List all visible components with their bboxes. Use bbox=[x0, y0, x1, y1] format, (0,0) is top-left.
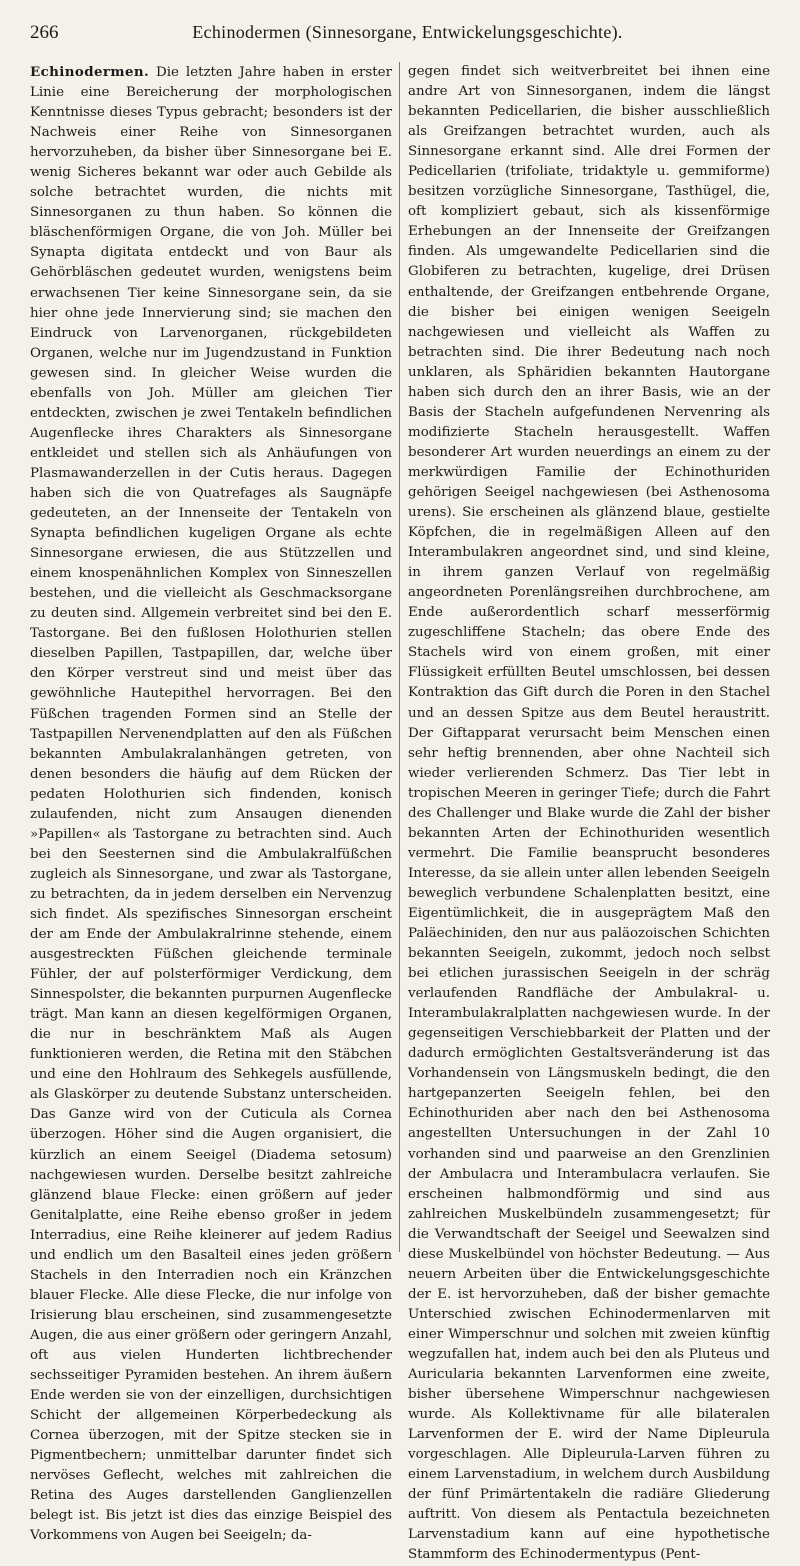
column-divider bbox=[399, 62, 400, 1252]
running-title: Echinodermen (Sinnesorgane, Entwickelungsgeschichte). bbox=[192, 22, 623, 42]
page-number: 266 bbox=[30, 22, 59, 43]
text-columns bbox=[30, 62, 770, 1563]
page-header bbox=[30, 22, 785, 52]
right-column-text: gegen findet sich weitverbreitet bei ihnen eine andre Art von Sinnesorganen, indem die längst bekannten Pedicellarien, die bisher ausschließlich als Greifzangen betrachtet wurden, auch als Sinnesorgane erkannt sind. Alle drei Formen der Pedicellarien (trifoliate, tridaktyle u. gemmiforme) besitzen vorzügliche Sinnesorgane, Tasthügel, die, oft kompliziert gebaut, sich als kissenförmige Erhebungen an der Innenseite der Greifzangen finden. Als umgewandelte Pedicellarien sind die Globiferen zu betrachten, kugelige, drei Drüsen enthaltende, der Greifzangen entbehrende Organe, die bisher bei einigen wenigen Seeigeln nachgewiesen und vielleicht als Waffen zu betrachten sind. Die ihrer Bedeutung nach noch unklaren, als Sphäridien bekannten Hautorgane haben sich durch den an ihrer Basis, wie an der Basis der Stacheln aufgefundenen Nervenring als modifizierte Stacheln herausgestellt. Waffen besonderer Art wurden neuerdings an einem zu der merkwürdigen Familie der Echinothuriden gehörigen Seeigel nachgewiesen (bei Asthenosoma urens). Sie erscheinen als glänzend blaue, gestielte Köpfchen, die in regelmäßigen Alleen auf den Interambulakren angeordnet sind, und sind kleine, in ihrem ganzen Verlauf von regelmäßig angeordneten Porenlängsreihen durchbrochene, am Ende außerordentlich scharf messerförmig zugeschliffene Stacheln; das obere Ende des Stachels wird von einem großen, mit einer Flüssigkeit erfüllten Beutel umschlossen, bei dessen Kontraktion das Gift durch die Poren in den Stachel und an dessen Spitze aus dem Beutel heraustritt. Der Giftapparat verursacht beim Menschen einen sehr heftig brennenden, aber ohne Nachteil sich wieder verlierenden Schmerz. Das Tier lebt in tropischen Meeren in geringer Tiefe; durch die Fahrt des Challenger und Blake wurde die Zahl der bisher bekannten Arten der Echinothuriden wesentlich vermehrt. Die Familie beansprucht besonderes Interesse, da sie allein unter allen lebenden Seeigeln beweglich verbundene Schalenplatten besitzt, eine Eigentümlichkeit, die in ausgeprägtem Maß den Paläechiniden, den nur aus paläozoischen Schichten bekannten Seeigeln, zukommt, jedoch noch selbst bei etlichen jurassischen Seeigeln in der schräg verlaufenden Randfläche der Ambulakral- u. Interambulakralplatten nachgewiesen wurde. In der gegenseitigen Verschiebbarkeit der Platten und der dadurch ermöglichten Gestaltsveränderung ist das Vorhandensein von Längsmuskeln bedingt, die den hartgepanzerten Seeigeln fehlen, bei den Echinothuriden aber nach den bei Asthenosoma angestellten Untersuchungen in der Zahl 10 vorhanden sind und paarweise an den Grenzlinien der Ambulacra und Interambulacra verlaufen. Sie erscheinen halbmondförmig und sind aus zahlreichen Muskelbündeln zusammengesetzt; für die Verwandtschaft der Seeigel und Seewalzen sind diese Muskelbündel von höchster Bedeutung. — Aus neuern Arbeiten über die Entwickelungsgeschichte der E. ist hervorzuheben, daß der bisher gemachte Unterschied zwischen Echinodermenlarven mit einer Wimperschnur und solchen mit zweien künftig wegzufallen hat, indem auch bei den als Pluteus und Auricularia bekannten Larvenformen eine zweite, bisher übersehene Wimperschnur nachgewiesen wurde. Als Kollektivname für alle bilateralen Larvenformen der E. wird der Name Dipleurula vorgeschlagen. Alle Dipleurula-Larven führen zu einem Larvenstadium, in welchem durch Ausbildung der fünf Primärtentakeln die radiäre Gliederung auftritt. Von diesem als Pentactula bezeichneten Larvenstadium kann auf eine hypothetische Stammform des Echinodermentypus (Pent- bbox=[408, 64, 770, 1563]
left-paragraph bbox=[30, 62, 392, 1546]
right-column bbox=[408, 62, 770, 1563]
article-lemma: Echinodermen. bbox=[30, 64, 150, 80]
left-column-text: Die letzten Jahre haben in erster Linie eine Bereicherung der morphologischen Kenntnisse dieses Typus gebracht; besonders ist der Nachweis einer Reihe von Sinnesorganen hervorzuheben, da bisher über Sinnesorgane bei E. wenig Sicheres bekannt war oder auch Gebilde als solche betrachtet wurden, die nichts mit Sinnesorganen zu thun haben. So können die bläschenförmigen Organe, die von Joh. Müller bei Synapta digitata entdeckt und von Baur als Gehörbläschen gedeutet wurden, wenigstens beim erwachsenen Tier keine Sinnesorgane sein, da sie hier ohne jede Innervierung sind; sie machen den Eindruck von Larvenorganen, rückgebildeten Organen, welche nur im Jugendzustand in Funktion gewesen sind. In gleicher Weise wurden die ebenfalls von Joh. Müller am gleichen Tier entdeckten, zwischen je zwei Tentakeln befindlichen Augenflecke ihres Charakters als Sinnesorgane entkleidet und stellen sich als Anhäufungen von Plasmawanderzellen in der Cutis heraus. Dagegen haben sich die von Quatrefages als Saugnäpfe gedeuteten, an der Innenseite der Tentakeln von Synapta befindlichen kugeligen Organe als echte Sinnesorgane erwiesen, die aus Stützzellen und einem knospenähnlichen Komplex von Sinneszellen bestehen, und die vielleicht als Geschmacksorgane zu deuten sind. Allgemein verbreitet sind bei den E. Tastorgane. Bei den fußlosen Holothurien stellen dieselben Papillen, Tastpapillen, dar, welche über den Körper verstreut sind und meist über das gewöhnliche Hautepithel hervorragen. Bei den Füßchen tragenden Formen sind an Stelle der Tastpapillen Nervenendplatten auf den als Füßchen bekannten Ambulakralanhängen getreten, von denen besonders die häufig auf dem Rücken der pedaten Holothurien sich findenden, konisch zulaufenden, nicht zum Ansaugen dienenden »Papillen« als Tastorgane zu betrachten sind. Auch bei den Seesternen sind die Ambulakralfüßchen zugleich als Sinnesorgane, und zwar als Tastorgane, zu betrachten, da in jedem derselben ein Nervenzug sich findet. Als spezifisches Sinnesorgan erscheint der am Ende der Ambulakralrinne stehende, einem ausgestreckten Füßchen gleichende terminale Fühler, der auf polsterförmiger Verdickung, dem Sinnespolster, die bekannten purpurnen Augenflecke trägt. Man kann an diesen kegelförmigen Organen, die nur in beschränktem Maß als Augen funktionieren werden, die Retina mit den Stäbchen und eine den Hohlraum des Sehkegels ausfüllende, als Glaskörper zu deutende Substanz unterscheiden. Das Ganze wird von der Cuticula als Cornea überzogen. Höher sind die Augen organisiert, die kürzlich an einem Seeigel (Diadema setosum) nachgewiesen wurden. Derselbe besitzt zahlreiche glänzend blaue Flecke: einen größern auf jeder Genitalplatte, eine Reihe ebenso großer in jedem Interradius, eine Reihe kleinerer auf jedem Radius und endlich um den Basalteil eines jeden größern Stachels in den Interradien noch ein Kränzchen blauer Flecke. Alle diese Flecke, die nur infolge von Irisierung blau erscheinen, sind zusammengesetzte Augen, die aus einer größern oder geringern Anzahl, oft aus vielen Hunderten lichtbrechender sechsseitiger Pyramiden bestehen. An ihrem äußern Ende werden sie von der einzelligen, durchsichtigen Schicht der allgemeinen Körperbedeckung als Cornea überzogen, mit der Spitze stecken sie in Pigmentbechern; unmittelbar darunter findet sich nervöses Geflecht, welches mit zahlreichen die Retina des Auges darstellenden Ganglienzellen belegt ist. Bis jetzt ist dies das einzige Beispiel des Vorkommens von Augen bei Seeigeln; da- bbox=[30, 65, 393, 1544]
left-column bbox=[30, 62, 393, 1544]
